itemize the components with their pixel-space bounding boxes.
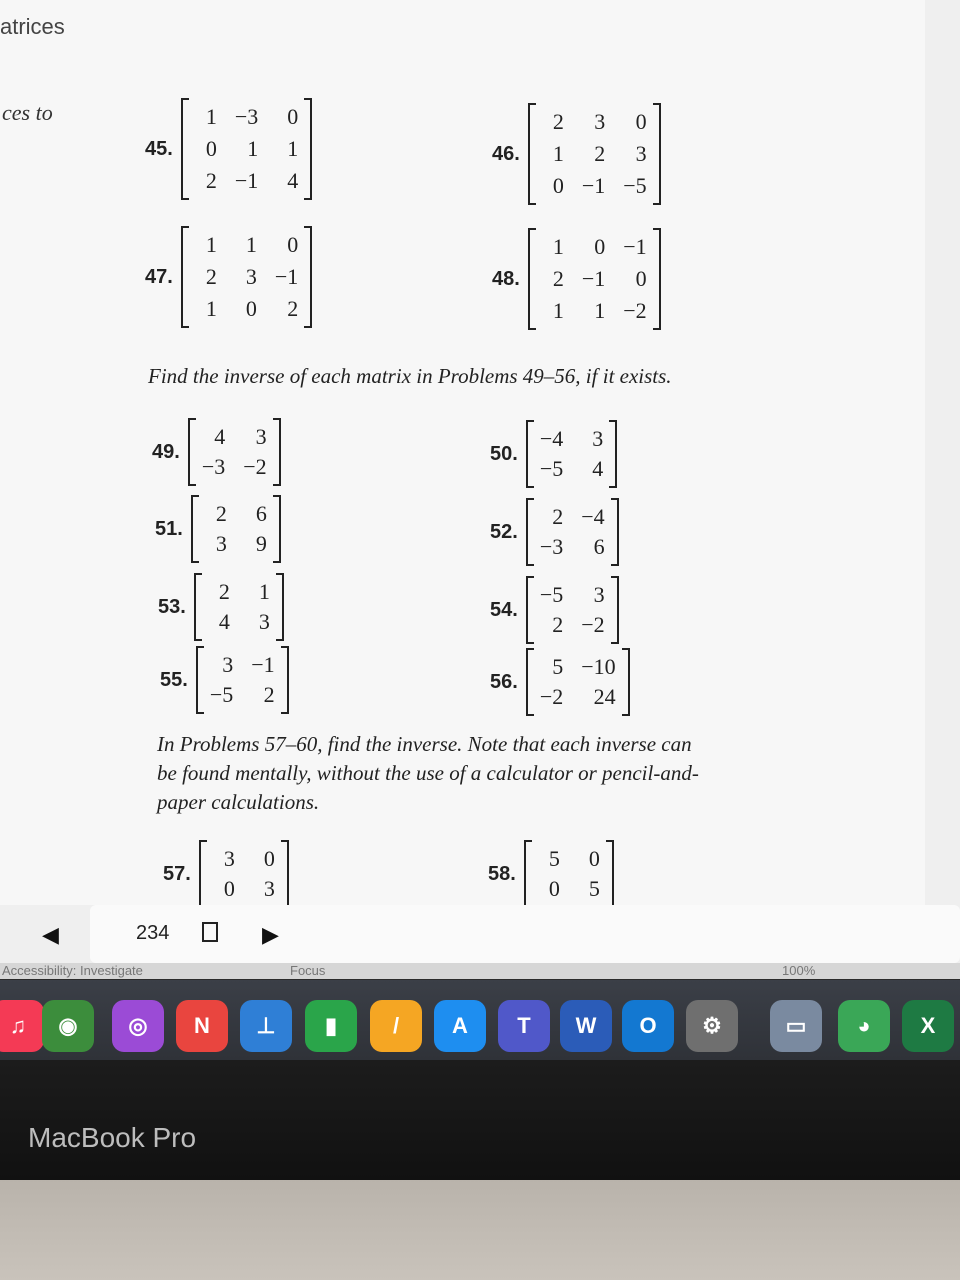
dock-preview-icon[interactable]: ▭ xyxy=(770,1000,822,1052)
matrix-cell: −4 xyxy=(539,426,564,451)
problem-58 xyxy=(488,842,614,906)
matrix xyxy=(526,578,619,642)
matrix xyxy=(528,105,661,203)
matrix-cell: −3 xyxy=(201,454,226,479)
dock-music-icon[interactable]: ♫ xyxy=(0,1000,44,1052)
matrix-cell: 3 xyxy=(593,582,605,607)
matrix-cell: 0 xyxy=(588,846,600,871)
dock-news-icon[interactable]: N xyxy=(176,1000,228,1052)
matrix-cell: 2 xyxy=(594,141,606,166)
instruction-49-56: Find the inverse of each matrix in Problems 49–56, if it exists. xyxy=(148,364,672,388)
problem-number: 52. xyxy=(490,520,518,543)
matrix-cell: 3 xyxy=(215,531,227,556)
problem-57 xyxy=(163,842,289,906)
matrix xyxy=(188,420,281,484)
matrix-cell: 4 xyxy=(287,168,299,193)
matrix-cell: −4 xyxy=(581,504,605,529)
matrix-cell: 3 xyxy=(635,141,647,166)
problem-number: 48. xyxy=(492,267,520,290)
matrix-cell: −5 xyxy=(539,582,564,607)
problem-50 xyxy=(490,422,617,486)
matrix-cell: 6 xyxy=(593,534,605,559)
matrix-cell: 2 xyxy=(205,264,217,289)
instruction-57-60 xyxy=(157,730,699,817)
matrix-cell: 0 xyxy=(263,846,275,871)
problem-number: 54. xyxy=(490,598,518,621)
instruction-line-2: be found mentally, without the use of a calculator or pencil-and- xyxy=(157,761,699,785)
matrix-cell: −2 xyxy=(623,298,647,323)
problem-number: 51. xyxy=(155,517,183,540)
matrix-cell: 9 xyxy=(255,531,267,556)
matrix-cell: 0 xyxy=(245,296,257,321)
matrix-cell: 1 xyxy=(205,296,217,321)
problem-number: 49. xyxy=(152,440,180,463)
matrix xyxy=(526,500,619,564)
matrix-cell: −2 xyxy=(581,612,605,637)
page-number: 234 xyxy=(136,922,170,944)
problem-number: 46. xyxy=(492,142,520,165)
dock-pages-icon[interactable]: / xyxy=(370,1000,422,1052)
matrix xyxy=(199,842,289,906)
dock-app-store-icon[interactable]: A xyxy=(434,1000,486,1052)
matrix xyxy=(528,230,661,328)
matrix-cell: −2 xyxy=(539,684,564,709)
matrix-cell: 0 xyxy=(594,234,606,259)
matrix-cell: 5 xyxy=(548,846,560,871)
matrix-cell: −2 xyxy=(243,454,267,479)
problem-number: 55. xyxy=(160,668,188,691)
problem-49 xyxy=(152,420,281,484)
matrix-cell: 0 xyxy=(205,136,217,161)
matrix-cell: 0 xyxy=(548,876,560,901)
problem-number: 58. xyxy=(488,862,516,885)
matrix-cell: −5 xyxy=(623,173,647,198)
instruction-line-3: paper calculations. xyxy=(157,790,320,814)
problem-48 xyxy=(492,230,661,328)
problem-number: 56. xyxy=(490,670,518,693)
word-status-bar xyxy=(0,963,960,979)
matrix-cell: 0 xyxy=(287,104,299,129)
matrix-cell: 5 xyxy=(588,876,600,901)
matrix-cell: 1 xyxy=(205,104,217,129)
matrix-cell: 3 xyxy=(222,652,234,677)
matrix-cell: 2 xyxy=(263,682,275,707)
matrix-cell: −5 xyxy=(539,456,564,481)
matrix-cell: 2 xyxy=(552,266,564,291)
matrix-cell: 2 xyxy=(552,612,564,637)
problem-number: 47. xyxy=(145,265,173,288)
accessibility-status[interactable]: Accessibility: Investigate xyxy=(2,963,143,978)
matrix-cell: 2 xyxy=(552,109,564,134)
matrix-cell: 1 xyxy=(247,136,259,161)
matrix-cell: 3 xyxy=(255,424,267,449)
matrix-cell: 2 xyxy=(287,296,299,321)
problem-number: 53. xyxy=(158,595,186,618)
matrix-cell: 3 xyxy=(223,846,235,871)
matrix-cell: −1 xyxy=(581,173,606,198)
matrix-cell: 3 xyxy=(245,264,257,289)
laptop-body xyxy=(0,1180,960,1280)
matrix-cell: 2 xyxy=(215,501,227,526)
matrix-cell: 0 xyxy=(635,109,647,134)
prev-page-button[interactable]: ◀ xyxy=(42,922,59,947)
problem-46 xyxy=(492,105,661,203)
matrix-cell: 3 xyxy=(258,609,270,634)
matrix xyxy=(526,650,630,714)
problem-number: 57. xyxy=(163,862,191,885)
matrix xyxy=(181,100,312,198)
matrix-cell: −1 xyxy=(251,652,275,677)
matrix-cell: 3 xyxy=(592,426,604,451)
matrix-cell: 1 xyxy=(287,136,299,161)
problem-51 xyxy=(155,497,281,561)
matrix-cell: 3 xyxy=(594,109,606,134)
matrix-cell: −3 xyxy=(539,534,564,559)
dock-system-settings-icon[interactable]: ⚙ xyxy=(686,1000,738,1052)
dock-outlook-icon[interactable]: O xyxy=(622,1000,674,1052)
matrix-cell: 1 xyxy=(594,298,606,323)
matrix-cell: 3 xyxy=(263,876,275,901)
dock-finder-like-icon[interactable]: ◕ xyxy=(838,1000,890,1052)
matrix xyxy=(196,648,289,712)
problem-55 xyxy=(160,648,289,712)
matrix-cell: −3 xyxy=(234,104,259,129)
matrix-cell: −1 xyxy=(274,264,299,289)
matrix xyxy=(181,228,312,326)
matrix xyxy=(524,842,614,906)
side-text: ces to xyxy=(2,100,53,125)
matrix-cell: −1 xyxy=(234,168,259,193)
matrix xyxy=(194,575,284,639)
matrix-cell: 0 xyxy=(223,876,235,901)
matrix-cell: −1 xyxy=(581,266,606,291)
matrix-cell: 5 xyxy=(552,654,564,679)
matrix-cell: 4 xyxy=(214,424,226,449)
matrix xyxy=(526,422,617,486)
problem-52 xyxy=(490,500,619,564)
dock-podcasts-icon[interactable]: ◎ xyxy=(112,1000,164,1052)
matrix xyxy=(191,497,281,561)
problem-53 xyxy=(158,575,284,639)
device-brand: MacBook Pro xyxy=(28,1122,197,1153)
matrix-cell: 2 xyxy=(218,579,230,604)
bookmark-icon[interactable] xyxy=(202,922,218,942)
zoom-level[interactable]: 100% xyxy=(782,963,816,978)
matrix-cell: 2 xyxy=(552,504,564,529)
problem-54 xyxy=(490,578,619,642)
matrix-cell: 0 xyxy=(635,266,647,291)
next-page-button[interactable]: ▶ xyxy=(262,922,279,947)
matrix-cell: 6 xyxy=(255,501,267,526)
matrix-cell: 0 xyxy=(552,173,564,198)
focus-button[interactable]: Focus xyxy=(290,963,326,978)
matrix-cell: 1 xyxy=(552,141,564,166)
problem-56 xyxy=(490,650,630,714)
matrix-cell: 4 xyxy=(592,456,604,481)
dock-word-icon[interactable]: W xyxy=(560,1000,612,1052)
problem-47 xyxy=(145,228,312,326)
matrix-cell: 0 xyxy=(287,232,299,257)
matrix-cell: 1 xyxy=(205,232,217,257)
dock-numbers-icon[interactable]: ▮ xyxy=(305,1000,357,1052)
laptop-bezel xyxy=(0,1060,960,1180)
dock-keynote-icon[interactable]: ⊥ xyxy=(240,1000,292,1052)
dock-teams-icon[interactable]: T xyxy=(498,1000,550,1052)
page-navigation-bar xyxy=(90,905,960,963)
problem-number: 45. xyxy=(145,137,173,160)
matrix-cell: −10 xyxy=(581,654,616,679)
matrix-cell: 1 xyxy=(245,232,257,257)
matrix-cell: 2 xyxy=(205,168,217,193)
matrix-cell: −5 xyxy=(209,682,234,707)
section-title: atrices xyxy=(0,14,65,39)
dock-excel-icon[interactable]: X xyxy=(902,1000,954,1052)
problem-45 xyxy=(145,100,312,198)
dock-chrome-icon[interactable]: ◉ xyxy=(42,1000,94,1052)
matrix-cell: −1 xyxy=(623,234,647,259)
instruction-line-1: In Problems 57–60, find the inverse. Note that each inverse can xyxy=(157,732,692,756)
matrix-cell: 4 xyxy=(218,609,230,634)
matrix-cell: 1 xyxy=(258,579,270,604)
matrix-cell: 24 xyxy=(593,684,616,709)
problem-number: 50. xyxy=(490,442,518,465)
matrix-cell: 1 xyxy=(552,298,564,323)
matrix-cell: 1 xyxy=(552,234,564,259)
